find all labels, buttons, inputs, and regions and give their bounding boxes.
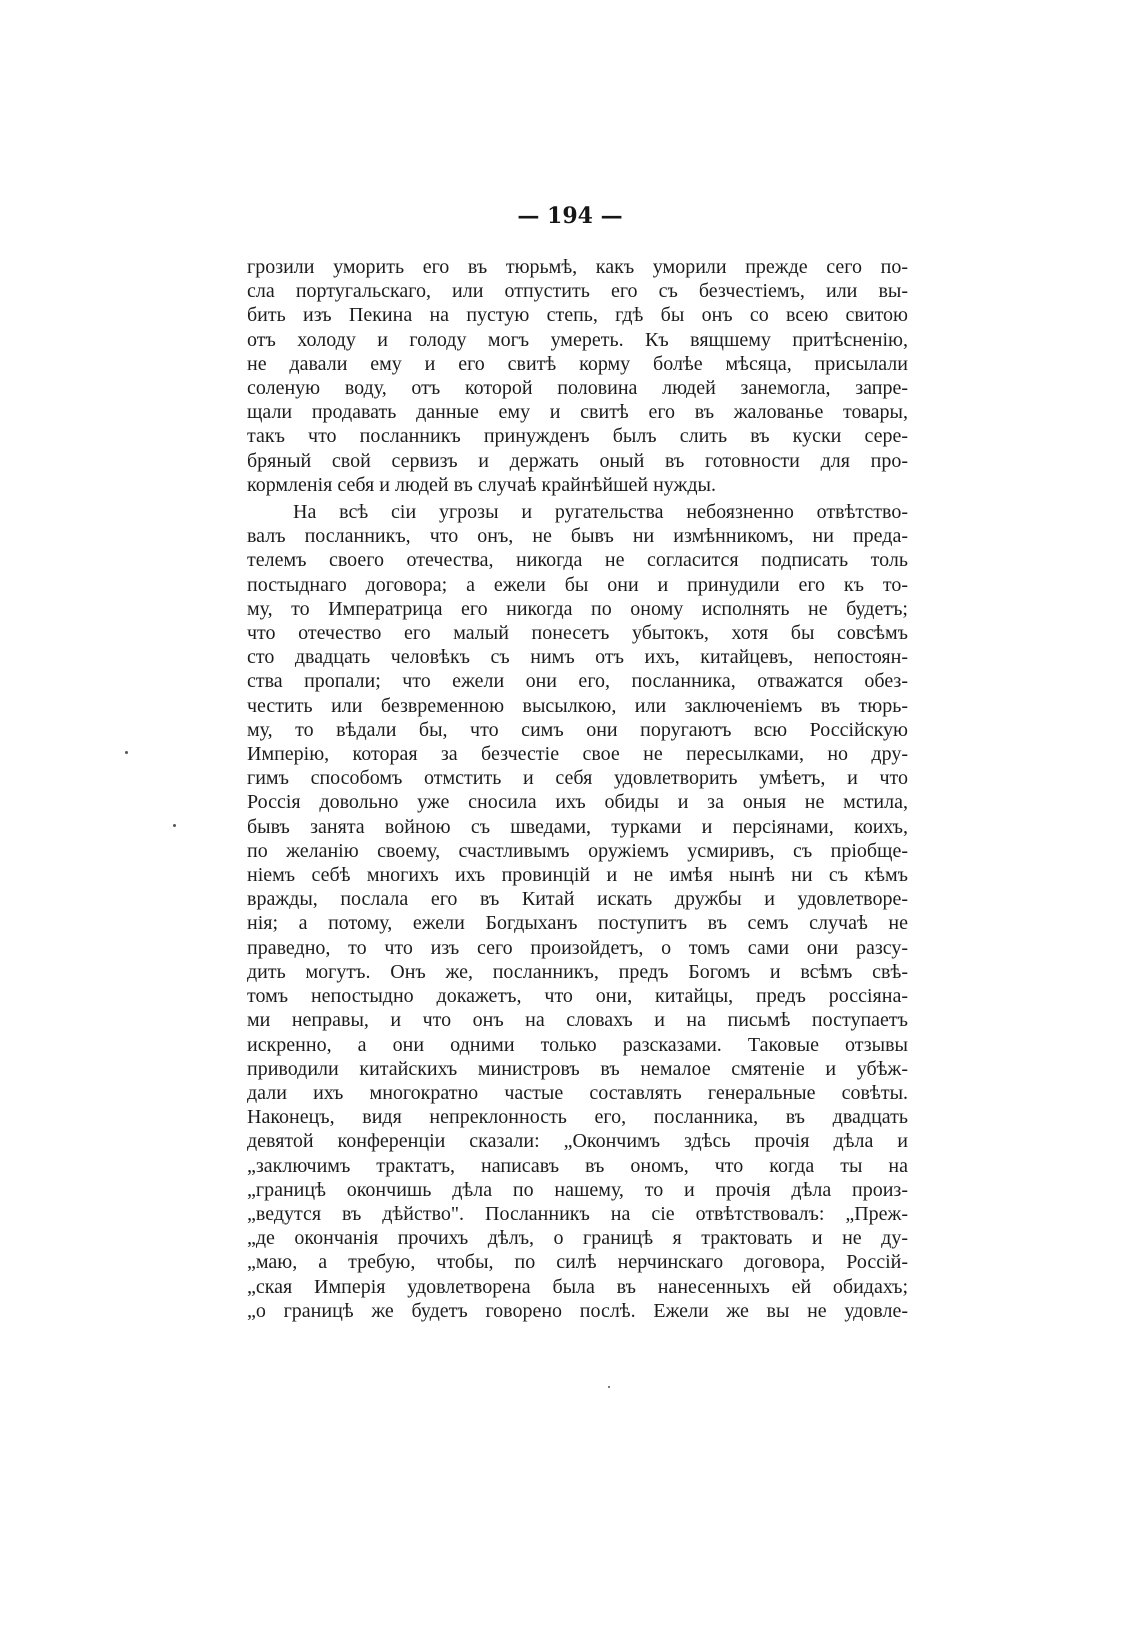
text-line: телемъ своего отечества, никогда не согласится подписать толь	[247, 549, 908, 572]
text-line: „ская Имперія удовлетворена была въ нанесенныхъ ей обидахъ;	[247, 1275, 908, 1298]
paragraph-2	[247, 500, 908, 1323]
text-line: отъ холоду и голоду могъ умереть. Къ вящшему притѣсненію,	[247, 328, 908, 351]
text-line: бывъ занята войною съ шведами, турками и персіянами, коихъ,	[247, 815, 908, 838]
text-line: что отечество его малый понесетъ убытокъ, хотя бы совсѣмъ	[247, 622, 908, 645]
text-line: такъ что посланникъ принужденъ былъ слить въ куски сере-	[247, 425, 908, 448]
text-line: по желанію своему, счастливымъ оружіемъ усмиривъ, съ пріобще-	[247, 839, 908, 862]
text-line: щали продавать данные ему и свитѣ его въ жалованье товары,	[247, 401, 908, 424]
text-line: На всѣ сіи угрозы и ругательства небоязненно отвѣтство-	[293, 501, 908, 524]
text-line: Имперію, которая за безчестіе свое не пересылками, но дру-	[247, 743, 908, 766]
text-line: сто двадцать человѣкъ съ нимъ отъ ихъ, китайцевъ, непостоян-	[247, 646, 908, 669]
text-line: ми неправы, и что онъ на словахъ и на письмѣ поступаетъ	[247, 1009, 908, 1032]
text-line: „о границѣ же будетъ говорено послѣ. Ежели же вы не удовле-	[247, 1299, 908, 1322]
text-line: бряный свой сервизъ и держать оный въ готовности для про-	[247, 449, 908, 472]
text-line: нія; а потому, ежели Богдыханъ поступитъ въ семъ случаѣ не	[247, 912, 908, 935]
text-line: постыднаго договора; а ежели бы они и принудили его къ то-	[247, 573, 908, 596]
text-line: праведно, то что изъ сего произойдетъ, о томъ сами они разсу-	[247, 936, 908, 959]
text-line: не давали ему и его свитѣ корму болѣе мѣсяца, присылали	[247, 352, 908, 375]
text-line: приводили китайскихъ министровъ въ немалое смятеніе и убѣж-	[247, 1057, 908, 1080]
text-line: дали ихъ многократно частые составлять генеральные совѣты.	[247, 1081, 908, 1104]
text-line: „ведутся въ дѣйство". Посланникъ на сіе отвѣтствовалъ: „Преж-	[247, 1202, 908, 1225]
text-line: вражды, послала его въ Китай искать дружбы и удовлетворе-	[247, 888, 908, 911]
text-line: искренно, а они одними только разсказами. Таковые отзывы	[247, 1033, 908, 1056]
body-text	[247, 255, 908, 1323]
text-line: бить изъ Пекина на пустую степь, гдѣ бы онъ со всею свитою	[247, 304, 908, 327]
text-line: сла португальскаго, или отпустить его съ безчестіемъ, или вы-	[247, 280, 908, 303]
text-line: „заключимъ трактатъ, написавъ въ ономъ, что когда ты на	[247, 1154, 908, 1177]
text-line: Россія довольно уже сносила ихъ обиды и за оныя не мстила,	[247, 791, 908, 814]
text-line: Наконецъ, видя непреклонность его, посланника, въ двадцать	[247, 1106, 908, 1129]
text-line: „де окончанія прочихъ дѣлъ, о границѣ я трактовать и не ду-	[247, 1227, 908, 1250]
text-line: ства пропали; что ежели они его, посланника, отважатся обез-	[247, 670, 908, 693]
text-line: честить или безвременною высылкою, или заключеніемъ въ тюрь-	[247, 694, 908, 717]
text-line: кормленія себя и людей въ случаѣ крайнѣйшей нужды.	[247, 473, 716, 496]
text-line: валъ посланникъ, что онъ, не бывъ ни измѣнникомъ, ни преда-	[247, 525, 908, 548]
text-line: соленую воду, отъ которой половина людей занемогла, запре-	[247, 377, 908, 400]
text-line: дить могутъ. Онъ же, посланникъ, предъ Богомъ и всѣмъ свѣ-	[247, 960, 908, 983]
text-line: ніемъ себѣ многихъ ихъ провинцій и не имѣя нынѣ ни съ кѣмъ	[247, 864, 908, 887]
text-line: „маю, а требую, чтобы, по силѣ нерчинскаго договора, Россій-	[247, 1251, 908, 1274]
text-line: гимъ способомъ отмстить и себя удовлетворить умѣетъ, и что	[247, 767, 908, 790]
text-line: „границѣ окончишь дѣла по нашему, то и прочія дѣла произ-	[247, 1178, 908, 1201]
page-number: — 194 —	[517, 203, 623, 229]
scan-speck	[608, 1386, 610, 1388]
text-line: му, то вѣдали бы, что симъ они поругаютъ всю Россійскую	[247, 718, 908, 741]
scan-speck	[173, 824, 176, 827]
paragraph-1	[247, 255, 908, 497]
text-line: грозили уморить его въ тюрьмѣ, какъ уморили прежде сего по-	[247, 256, 908, 278]
text-line: томъ непостыдно докажетъ, что они, китайцы, предъ россіяна-	[247, 985, 908, 1008]
scan-speck	[125, 751, 128, 754]
text-line: девятой конференціи сказали: „Окончимъ здѣсь прочія дѣла и	[247, 1130, 908, 1153]
text-line: му, то Императрица его никогда по оному исполнять не будетъ;	[247, 597, 908, 620]
